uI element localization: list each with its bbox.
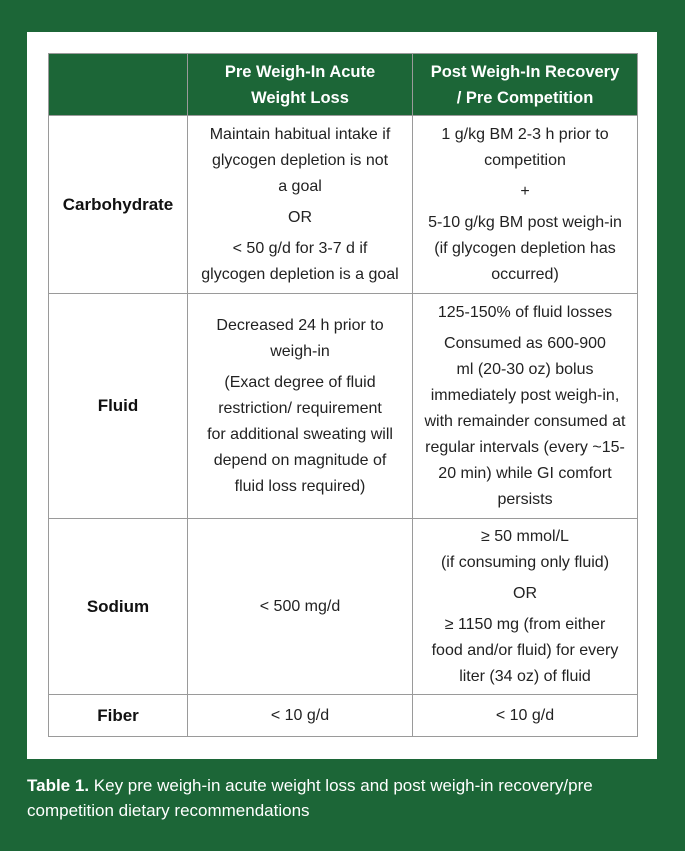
table-caption — [27, 773, 657, 823]
cell-line: ml (20-30 oz) bolus — [456, 360, 594, 378]
cell-line: (Exact degree of fluid — [224, 373, 376, 391]
cell-line: glycogen depletion is a goal — [201, 265, 399, 283]
cell-line: 1 g/kg BM 2-3 h prior to — [441, 125, 609, 143]
cell-line: occurred) — [491, 265, 559, 283]
row-label-carbohydrate: Carbohydrate — [49, 116, 188, 294]
table-card — [27, 32, 657, 759]
cell-line: regular intervals (every ~15- — [425, 438, 625, 456]
cell-line: (if consuming only fluid) — [440, 553, 610, 571]
header-pre-weigh-in — [188, 54, 413, 116]
cell-line: OR — [288, 208, 312, 226]
cell-line: with remainder consumed at — [424, 412, 626, 430]
row-label-fiber: Fiber — [49, 695, 188, 737]
cell-line: Consumed as 600-900 — [444, 334, 606, 352]
cell-line: < 500 mg/d — [259, 597, 341, 615]
cell-line: immediately post weigh-in, — [430, 386, 620, 404]
cell-line: < 10 g/d — [270, 706, 330, 724]
cell-line: < 10 g/d — [495, 706, 555, 724]
cell-sodium-post — [413, 519, 638, 695]
cell-line: 5-10 g/kg BM post weigh-in — [428, 213, 622, 231]
cell-line: food and/or fluid) for every — [431, 641, 619, 659]
cell-fiber-post — [413, 695, 638, 737]
cell-line: OR — [513, 584, 537, 602]
cell-line: depend on magnitude of — [213, 451, 387, 469]
cell-line: glycogen depletion is not — [211, 151, 389, 169]
table-row-fiber — [49, 695, 638, 737]
cell-line: weigh-in — [270, 342, 330, 360]
cell-line: Maintain habitual intake if — [209, 125, 391, 143]
caption-text-2: competition dietary recommendations — [27, 801, 310, 820]
cell-line: fluid loss required) — [234, 477, 366, 495]
cell-line: a goal — [278, 177, 322, 195]
row-label-sodium: Sodium — [49, 519, 188, 695]
cell-line: persists — [497, 490, 553, 508]
table-row-fluid — [49, 294, 638, 519]
cell-line: < 50 g/d for 3-7 d if — [232, 239, 368, 257]
cell-fiber-pre — [188, 695, 413, 737]
header-line: Post Weigh-In Recovery — [430, 62, 620, 81]
cell-line: ≥ 1150 mg (from either — [444, 615, 606, 633]
cell-fluid-pre — [188, 294, 413, 519]
cell-carbohydrate-post — [413, 116, 638, 294]
cell-carbohydrate-pre — [188, 116, 413, 294]
header-line: / Pre Competition — [456, 88, 594, 107]
caption-label: Table 1. — [27, 776, 90, 795]
cell-line: Decreased 24 h prior to — [216, 316, 384, 334]
cell-line: 125-150% of fluid losses — [437, 303, 613, 321]
table-row-sodium — [49, 519, 638, 695]
cell-line: 20 min) while GI comfort — [438, 464, 612, 482]
table-header-row — [49, 54, 638, 116]
caption-text-1: Key pre weigh-in acute weight loss and post weigh-in recovery/pre — [93, 776, 593, 795]
caption-line-1 — [27, 773, 657, 798]
cell-line: (if glycogen depletion has — [434, 239, 616, 257]
table-row-carbohydrate — [49, 116, 638, 294]
dietary-recommendations-table — [48, 53, 638, 737]
cell-sodium-pre — [188, 519, 413, 695]
cell-line: + — [520, 182, 530, 200]
cell-line: ≥ 50 mmol/L — [481, 527, 569, 545]
cell-line: liter (34 oz) of fluid — [459, 667, 591, 685]
cell-line: competition — [484, 151, 566, 169]
row-label-fluid: Fluid — [49, 294, 188, 519]
header-blank — [49, 54, 188, 116]
header-line: Weight Loss — [251, 88, 349, 107]
cell-line: restriction/ requirement — [218, 399, 382, 417]
cell-fluid-post — [413, 294, 638, 519]
header-post-weigh-in — [413, 54, 638, 116]
cell-line: for additional sweating will — [207, 425, 393, 443]
header-line: Pre Weigh-In Acute — [224, 62, 376, 81]
